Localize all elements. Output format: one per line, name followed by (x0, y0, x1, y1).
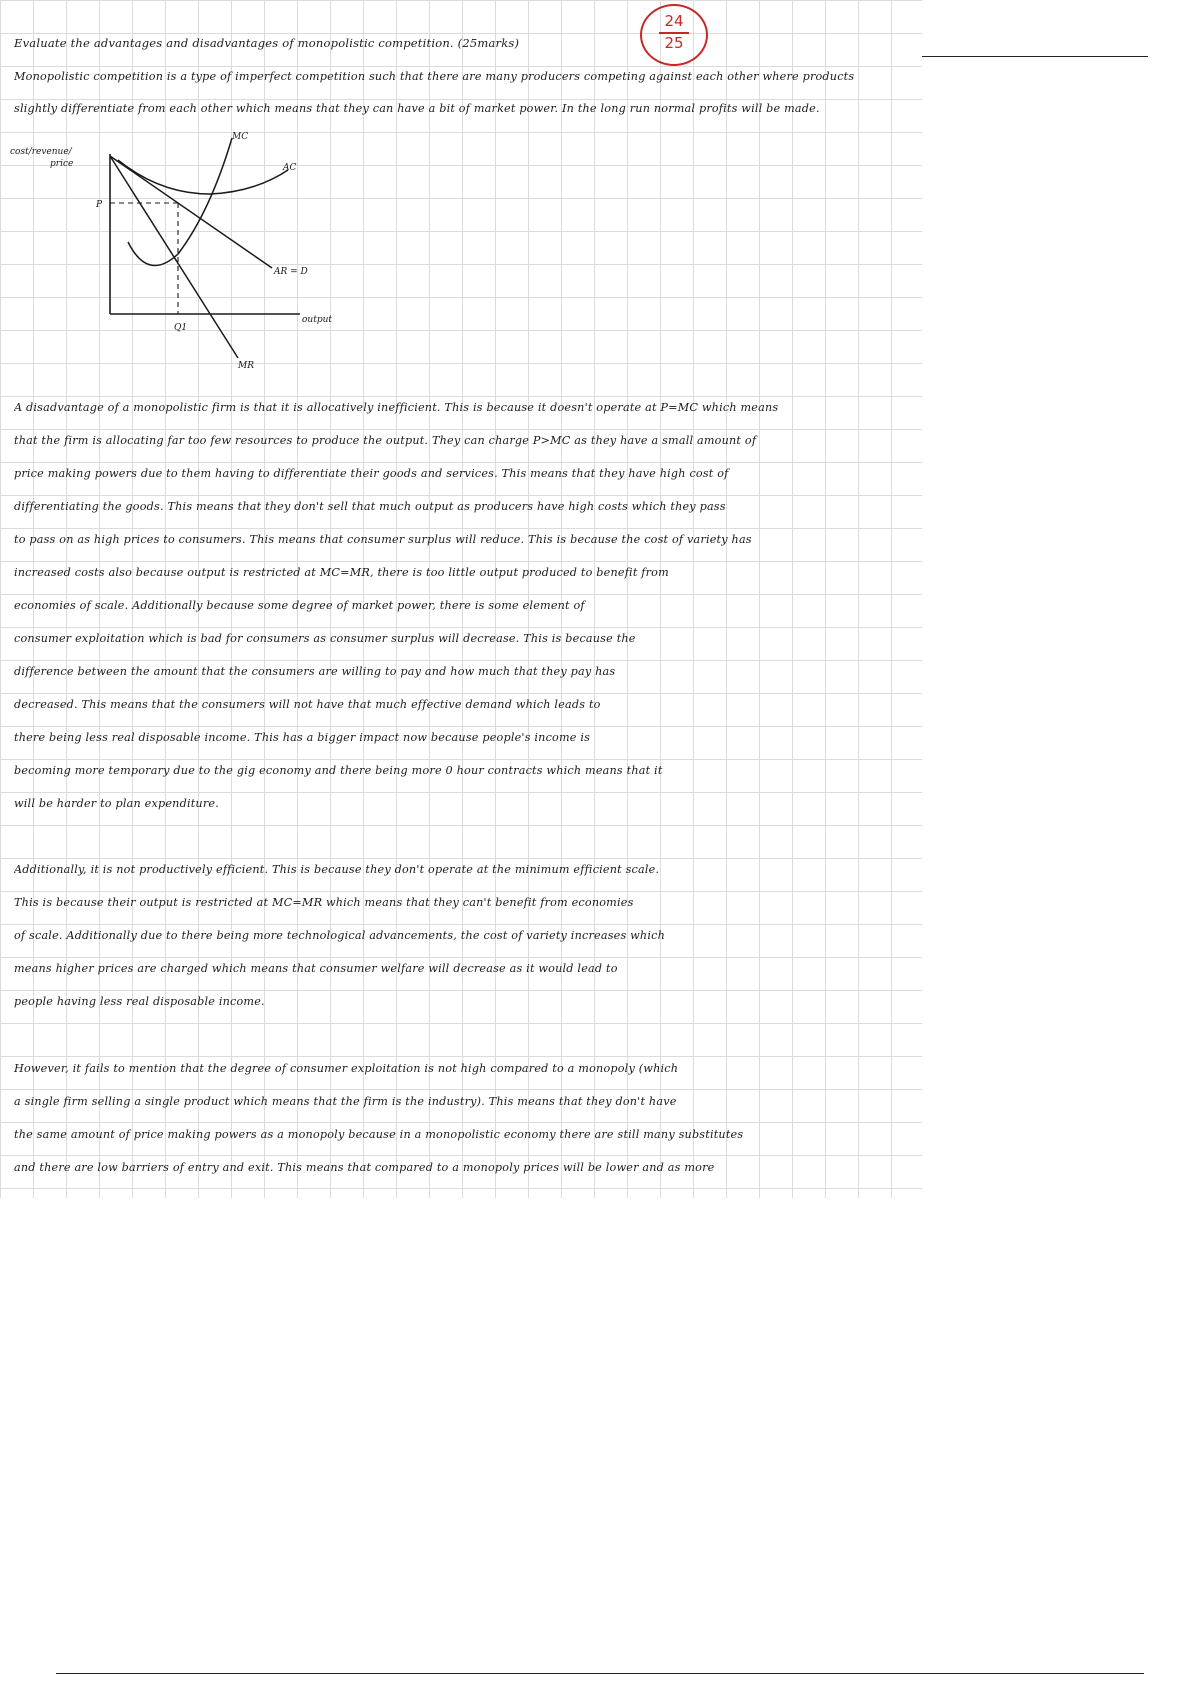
paragraph-line: difference between the amount that the consumers are willing to pay and how much that they pay has (14, 665, 616, 678)
paragraph-line: people having less real disposable income. (14, 995, 265, 1008)
y-axis-label: price (50, 159, 74, 169)
intro-line: slightly differentiate from each other which means that they can have a bit of market power. In the long run normal profits will be made. (14, 102, 820, 115)
paragraph-line: economies of scale. Additionally because some degree of market power, there is some element of (14, 599, 585, 612)
header-rule (922, 56, 1148, 57)
paragraph-line: However, it fails to mention that the degree of consumer exploitation is not high compared to a monopoly (which (14, 1062, 679, 1075)
paragraph-line: of scale. Additionally due to there being more technological advancements, the cost of variety increases which (14, 929, 665, 942)
ac-label: AC (283, 163, 297, 173)
paragraph-line: that the firm is allocating far too few resources to produce the output. They can charge P>MC as they have a small amount of (14, 434, 757, 447)
x-axis-label: output (302, 315, 333, 325)
mc-label: MC (232, 132, 249, 142)
paragraph-line: the same amount of price making powers as a monopoly because in a monopolistic economy there are still many substitutes (14, 1128, 744, 1141)
paragraph-line: becoming more temporary due to the gig economy and there being more 0 hour contracts which means that it (14, 764, 663, 777)
ac-curve (118, 160, 288, 194)
paragraph-line: will be harder to plan expenditure. (14, 797, 219, 810)
score-top: 24 (664, 12, 684, 30)
paragraph-line: means higher prices are charged which means that consumer welfare will decrease as it would lead to (14, 962, 618, 975)
monopolistic-competition-diagram (0, 130, 360, 375)
paragraph-line: to pass on as high prices to consumers. This means that consumer surplus will reduce. This is because the cost of variety has (14, 533, 752, 546)
price-label: P (96, 200, 103, 210)
paragraph-line: a single firm selling a single product which means that the firm is the industry). This means that they don't have (14, 1095, 677, 1108)
ar-label: AR = D (274, 267, 308, 277)
score-circle (640, 4, 708, 66)
paragraph-line: decreased. This means that the consumers will not have that much effective demand which leads to (14, 698, 601, 711)
intro-line: Monopolistic competition is a type of imperfect competition such that there are many producers competing against each other where products (14, 70, 855, 83)
ar-demand-curve (110, 156, 272, 268)
mr-label: MR (238, 361, 254, 371)
paragraph-line: differentiating the goods. This means that they don't sell that much output as producers have high costs which they pass (14, 500, 726, 513)
footer-rule (56, 1673, 1144, 1674)
mc-curve (128, 138, 232, 266)
paragraph-line: and there are low barriers of entry and exit. This means that compared to a monopoly prices will be lower and as more (14, 1161, 715, 1174)
paragraph-line: price making powers due to them having to differentiate their goods and services. This means that they have high cost of (14, 467, 729, 480)
quantity-label: Q1 (174, 323, 188, 333)
paragraph-line: increased costs also because output is restricted at MC=MR, there is too little output produced to benefit from (14, 566, 669, 579)
paragraph-line: Additionally, it is not productively efficient. This is because they don't operate at the minimum efficient scale. (14, 863, 660, 876)
paragraph-line: A disadvantage of a monopolistic firm is that it is allocatively inefficient. This is because it doesn't operate at P=MC which means (14, 401, 779, 414)
y-axis-label: cost/revenue/ (10, 147, 72, 157)
essay-title: Evaluate the advantages and disadvantages of monopolistic competition. (25marks) (14, 36, 520, 50)
score-bottom: 25 (664, 34, 684, 52)
paragraph-line: This is because their output is restricted at MC=MR which means that they can't benefit from economies (14, 896, 634, 909)
paragraph-line: there being less real disposable income. This has a bigger impact now because people's income is (14, 731, 591, 744)
paragraph-line: consumer exploitation which is bad for consumers as consumer surplus will decrease. This is because the (14, 632, 636, 645)
